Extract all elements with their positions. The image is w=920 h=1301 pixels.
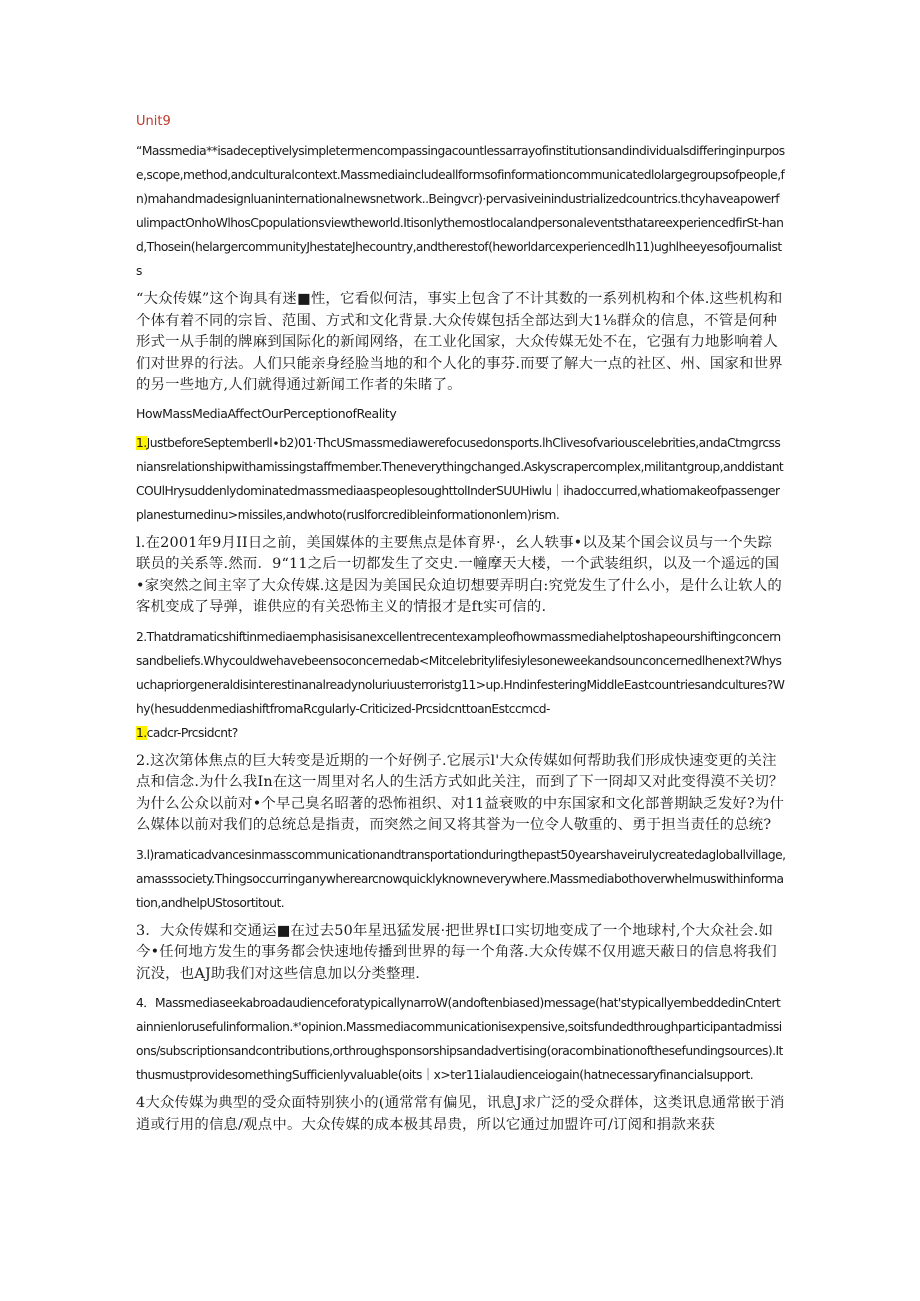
paragraph-2-number: 1. xyxy=(136,435,147,450)
paragraph-3-text: 2.Thatdramaticshiftinmediaemphasisisanexcellentrecentexampleofhowmassmediahelptoshapeourshiftingconcernsandbeliefs.Whycouldwehavebeensoconcernedab<Mitcelebritylifesiylesoneweekandsounconcernedlhenext?Whysuchapriorgeneraldisinterestinanalreadynoluriuusterroristg11>up.HndinfesteringMiddleEastcountriesandcultures?Why(hesuddenmediashiftfromaRcgularly-Criticized-PrcsidcnttoanEstccmcd- xyxy=(136,629,785,716)
paragraph-4-chinese: 3．大众传媒和交通运■在过去50年星迅猛发展·把世界tI口实切地变成了一个地球村,个大众社会.如今•任何地方发生的事务都会快速地传播到世界的每一个角落.大众传媒不仅用遮天蔽日的信息将我们沉没，也AJ助我们对这些信息加以分类整理. xyxy=(136,922,777,982)
paragraph-2-text: JustbeforeSeptemberll∙b2)01·ThcUSmassmediawerefocusedonsports.lhClivesofvariouscelebrities,andaCtmgrcssniansrelationshipwithamissingstaffmember.Theneverythingchanged.Askyscrapercomplex,militantgroup,anddistantCOUlHrysuddenlydominatedmassmediaaspeoplesoughttolInderSUUHiwlu｜ihadoccurred,whatiomakeofpassengerplanesturnedinu>missiles,andwhoto(ruslforcredibleinformationonlem)rism. xyxy=(136,435,784,522)
paragraph-5-chinese: 4大众传媒为典型的受众面特别狭小的(通常常有偏见，讯息J求广泛的受众群体，这类讯息通常嵌于消逍或行用的信息/观点中。大众传媒的成本极其昂贵，所以它通过加盟许可/订阅和捐款来获 xyxy=(136,1095,785,1133)
document-page xyxy=(136,108,786,1142)
paragraph-3-tail: cadcr-Prcsidcnt? xyxy=(146,725,238,740)
paragraph-5-english: 4．MassmediaseekabroadaudienceforatypicallynarroW(andoftenbiased)message(hat'stypicallyembeddedinCntertainnienlorusefulinformalion.*'opinion.Massmediacommunicationisexpensive,soitsfundedthroughparticipantadmissions/subscriptionsandcontributions,orthroughsponsorshipsandadvertising(oracombinationofthesefundingsources).ItthusmustprovidesomethingSufficienlyvaluable(oits｜x>ter11ialaudienceiogain(hatnecessaryfinancialsupport. xyxy=(136,996,783,1082)
paragraph-2-english xyxy=(136,431,786,527)
paragraph-3-chinese: 2.这次第体焦点的巨大转变是近期的一个好例子.它展示l'大众传媒如何帮助我们形成快速变更的关注点和信念.为什么我In在这一周里对名人的生活方式如此关注，而到了下一冏却又对此变得漠不关切？为什么公众以前对•个早己臭名昭著的恐怖祖织、对11益衰败的中东国家和文化部普期缺乏发好?为什么媒体以前对我们的总统总是指责，而突然之间又将其誉为一位令人敬重的、勇于担当责任的总统? xyxy=(136,752,785,833)
paragraph-3-english xyxy=(136,625,786,745)
paragraph-3-tail-number: 1. xyxy=(136,725,147,740)
paragraph-2-chinese: l.在2001年9月II日之前，美国媒体的主要焦点是体育界·，幺人轶事•以及某个国会议员与一个失踪联员的关系等.然而．9“11之后一切都发生了交史.一幢摩天大楼，一个武装组织，以及一个遥远的国•家突然之间主宰了大众传媒.这是因为美国民众迫切想要弄明白:究党发生了什么小，是什么让软人的客机变成了导弹，谁供应的有关恐怖主义的情报才是ft实可信的. xyxy=(136,534,782,615)
section-heading: HowMassMediaAffectOurPerceptionofReality xyxy=(136,405,397,421)
paragraph-1-chinese: “大众传媒”这个询具有迷■性，它看似何洁，事实上包含了不计其数的一系列机构和个体.这些机构和个体有着不同的宗旨、范围、方式和文化背景.大众传媒包括全部达到大1⅛群众的信息，不管是何种形式一从手制的牌麻到国际化的新闻网络，在工业化国家，大众传媒无处不在，它强有力地影响着人们对世界的行法。人们只能亲身经脸当地的和个人化的事芬.而要了解大一点的社区、州、国家和世界的另一些地方,人们就得通过新闻工作者的朱睹了。 xyxy=(136,291,783,393)
unit-title: Unit9 xyxy=(136,114,171,129)
paragraph-4-english: 3.l)ramaticadvancesinmasscommunicationandtransportationduringthepast50yearshaveiruIycreatedagloballvillage,amasssociety.Thingsoccurringanywherearcnowquicklyknowneverywhere.Massmediabothoverwhelmuswithinformation,andhelpUStosortitout. xyxy=(136,847,786,910)
paragraph-1-english: “Massmedia**isadeceptivelysimpletermencompassingacountlessarrayofinstitutionsandindividualsdifferinginpurpose,scope,method,andculturalcontext.Massmediaincludeallformsofinformationcommunicatedlolargegroupsofpeople,fn)mahandmadesignluaninternationalnewsnetwork..Beingvcr)·pervasiveinindustrializedcountrics.thcyhaveapowerfulimpactOnhoWlhosCpopulationsviewtheworld.ItisonlythemostlocalandpersonaleventsthatareexperiencedfirSt-hand,Thosein(helargercommunityJhestateJhecountry,andtherestof(heworldarcexperiencedlh11)ughlheeyesofjournalists xyxy=(136,144,785,278)
